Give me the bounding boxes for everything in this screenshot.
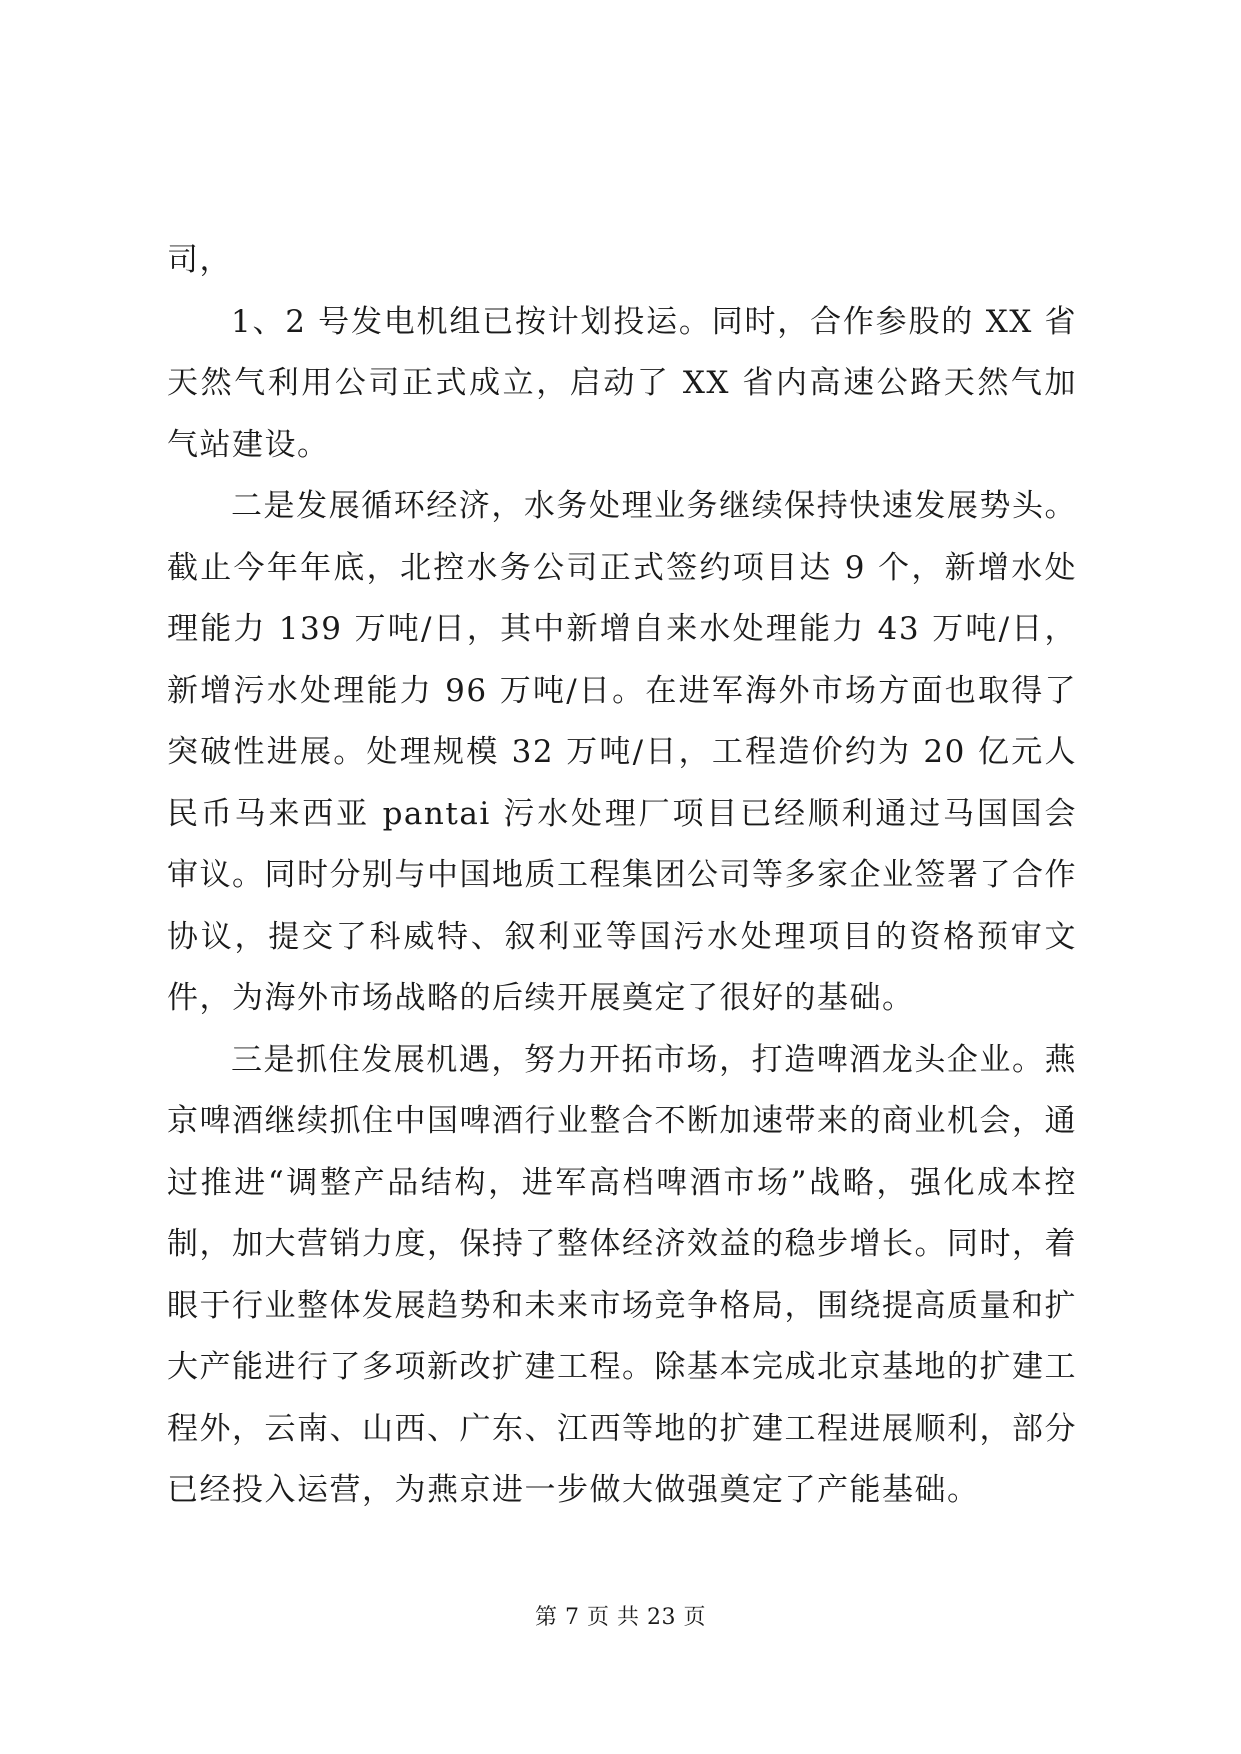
page-number-footer: 第 7 页 共 23 页 bbox=[535, 1605, 706, 1630]
paragraph-beer-business: 三是抓住发展机遇，努力开拓市场，打造啤酒龙头企业。燕京啤酒继续抓住中国啤酒行业整合不断加速带来的商业机会，通过推进“调整产品结构，进军高档啤酒市场”战略，强化成本控制，加大营销力度，保持了整体经济效益的稳步增长。同时，着眼于行业整体发展趋势和未来市场竞争格局，围绕提高质量和扩大产能进行了多项新改扩建工程。除基本完成北京基地的扩建工程外，云南、山西、广东、江西等地的扩建工程进展顺利，部分已经投入运营，为燕京进一步做大做强奠定了产能基础。 bbox=[167, 1041, 1077, 1508]
paragraph-continuation: 司， bbox=[167, 242, 232, 278]
document-body bbox=[167, 230, 1077, 1522]
paragraph-water-business: 二是发展循环经济，水务处理业务继续保持快速发展势头。截止今年年底，北控水务公司正式签约项目达 9 个，新增水处理能力 139 万吨/日，其中新增自来水处理能力 43 万吨/日，新增污水处理能力 96 万吨/日。在进军海外市场方面也取得了突破性进展。处理规模 32 万吨/日，工程造价约为 20 亿元人民币马来西亚 pantai 污水处理厂项目已经顺利通过马国国会审议。同时分别与中国地质工程集团公司等多家企业签署了合作协议，提交了科威特、叙利亚等国污水处理项目的资格预审文件，为海外市场战略的后续开展奠定了很好的基础。 bbox=[167, 488, 1077, 1016]
paragraph-generator-units: 1、2 号发电机组已按计划投运。同时，合作参股的 XX 省天然气利用公司正式成立，启动了 XX 省内高速公路天然气加气站建设。 bbox=[167, 303, 1077, 463]
